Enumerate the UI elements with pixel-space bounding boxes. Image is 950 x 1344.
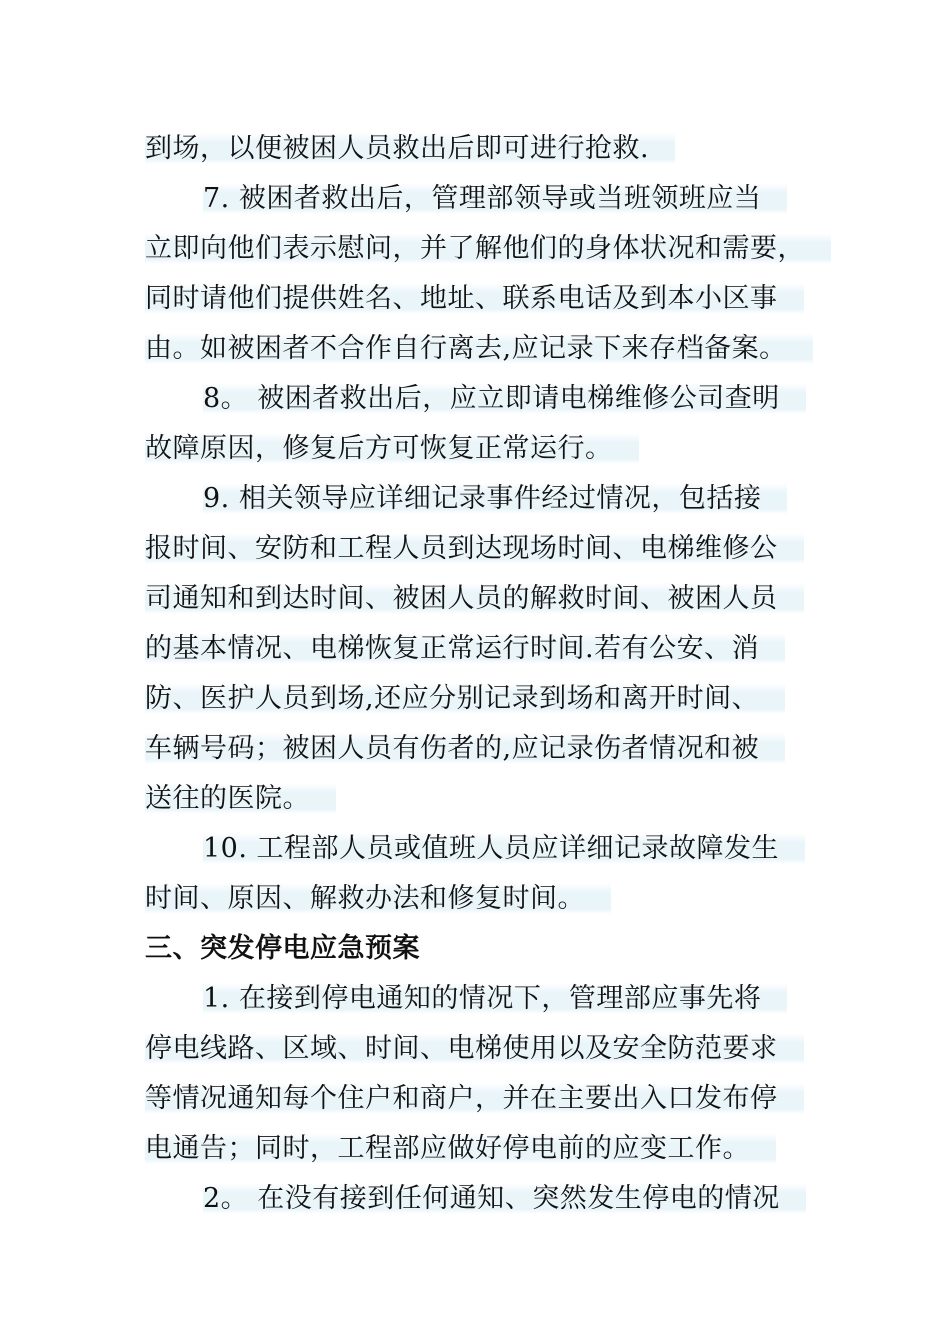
text-line xyxy=(145,1124,845,1174)
text-line xyxy=(145,1024,845,1074)
line-text: 时间、原因、解救办法和修复时间。 xyxy=(145,883,611,914)
text-line xyxy=(145,874,845,924)
line-text: 同时请他们提供姓名、地址、联系电话及到本小区事 xyxy=(145,283,804,314)
text-line xyxy=(145,274,845,324)
line-text: 故障原因，修复后方可恢复正常运行。 xyxy=(145,433,639,464)
text-line xyxy=(145,824,845,874)
line-text: 送往的医院。 xyxy=(145,783,336,814)
line-text: 2。 在没有接到任何通知、突然发生停电的情况 xyxy=(203,1183,806,1214)
line-text: 报时间、安防和工程人员到达现场时间、电梯维修公 xyxy=(145,533,804,564)
document-body xyxy=(145,124,845,1224)
line-text: 7. 被困者救出后，管理部领导或当班领班应当 xyxy=(203,183,787,214)
text-line xyxy=(145,374,845,424)
text-line xyxy=(145,674,845,724)
line-text: 等情况通知每个住户和商户，并在主要出入口发布停 xyxy=(145,1083,804,1114)
line-text: 8。 被困者救出后，应立即请电梯维修公司查明 xyxy=(203,383,806,414)
text-line xyxy=(145,174,845,224)
line-text: 司通知和到达时间、被困人员的解救时间、被困人员 xyxy=(145,583,804,614)
text-line xyxy=(145,424,845,474)
text-line xyxy=(145,524,845,574)
line-text: 车辆号码；被困人员有伤者的,应记录伤者情况和被 xyxy=(145,733,785,764)
line-text: 9. 相关领导应详细记录事件经过情况，包括接 xyxy=(203,483,787,514)
text-line xyxy=(145,124,845,174)
text-line xyxy=(145,724,845,774)
line-text: 由。如被困者不合作自行离去,应记录下来存档备案。 xyxy=(145,333,813,364)
line-text: 1. 在接到停电通知的情况下，管理部应事先将 xyxy=(203,983,787,1014)
line-text: 立即向他们表示慰问，并了解他们的身体状况和需要， xyxy=(145,233,831,264)
line-text: 到场，以便被困人员救出后即可进行抢救. xyxy=(145,133,675,164)
text-line xyxy=(145,774,845,824)
section-heading xyxy=(145,924,845,974)
text-line xyxy=(145,474,845,524)
text-line xyxy=(145,324,845,374)
line-text: 电通告；同时，工程部应做好停电前的应变工作。 xyxy=(145,1133,776,1164)
text-line xyxy=(145,574,845,624)
line-text: 10. 工程部人员或值班人员应详细记录故障发生 xyxy=(203,833,805,864)
text-line xyxy=(145,624,845,674)
text-line xyxy=(145,974,845,1024)
text-line xyxy=(145,224,845,274)
text-line xyxy=(145,1174,845,1224)
text-line xyxy=(145,1074,845,1124)
line-text: 防、医护人员到场,还应分别记录到场和离开时间、 xyxy=(145,683,785,714)
line-text: 停电线路、区域、时间、电梯使用以及安全防范要求 xyxy=(145,1033,804,1064)
section-heading-text: 三、突发停电应急预案 xyxy=(145,933,420,964)
line-text: 的基本情况、电梯恢复正常运行时间.若有公安、消 xyxy=(145,633,785,664)
